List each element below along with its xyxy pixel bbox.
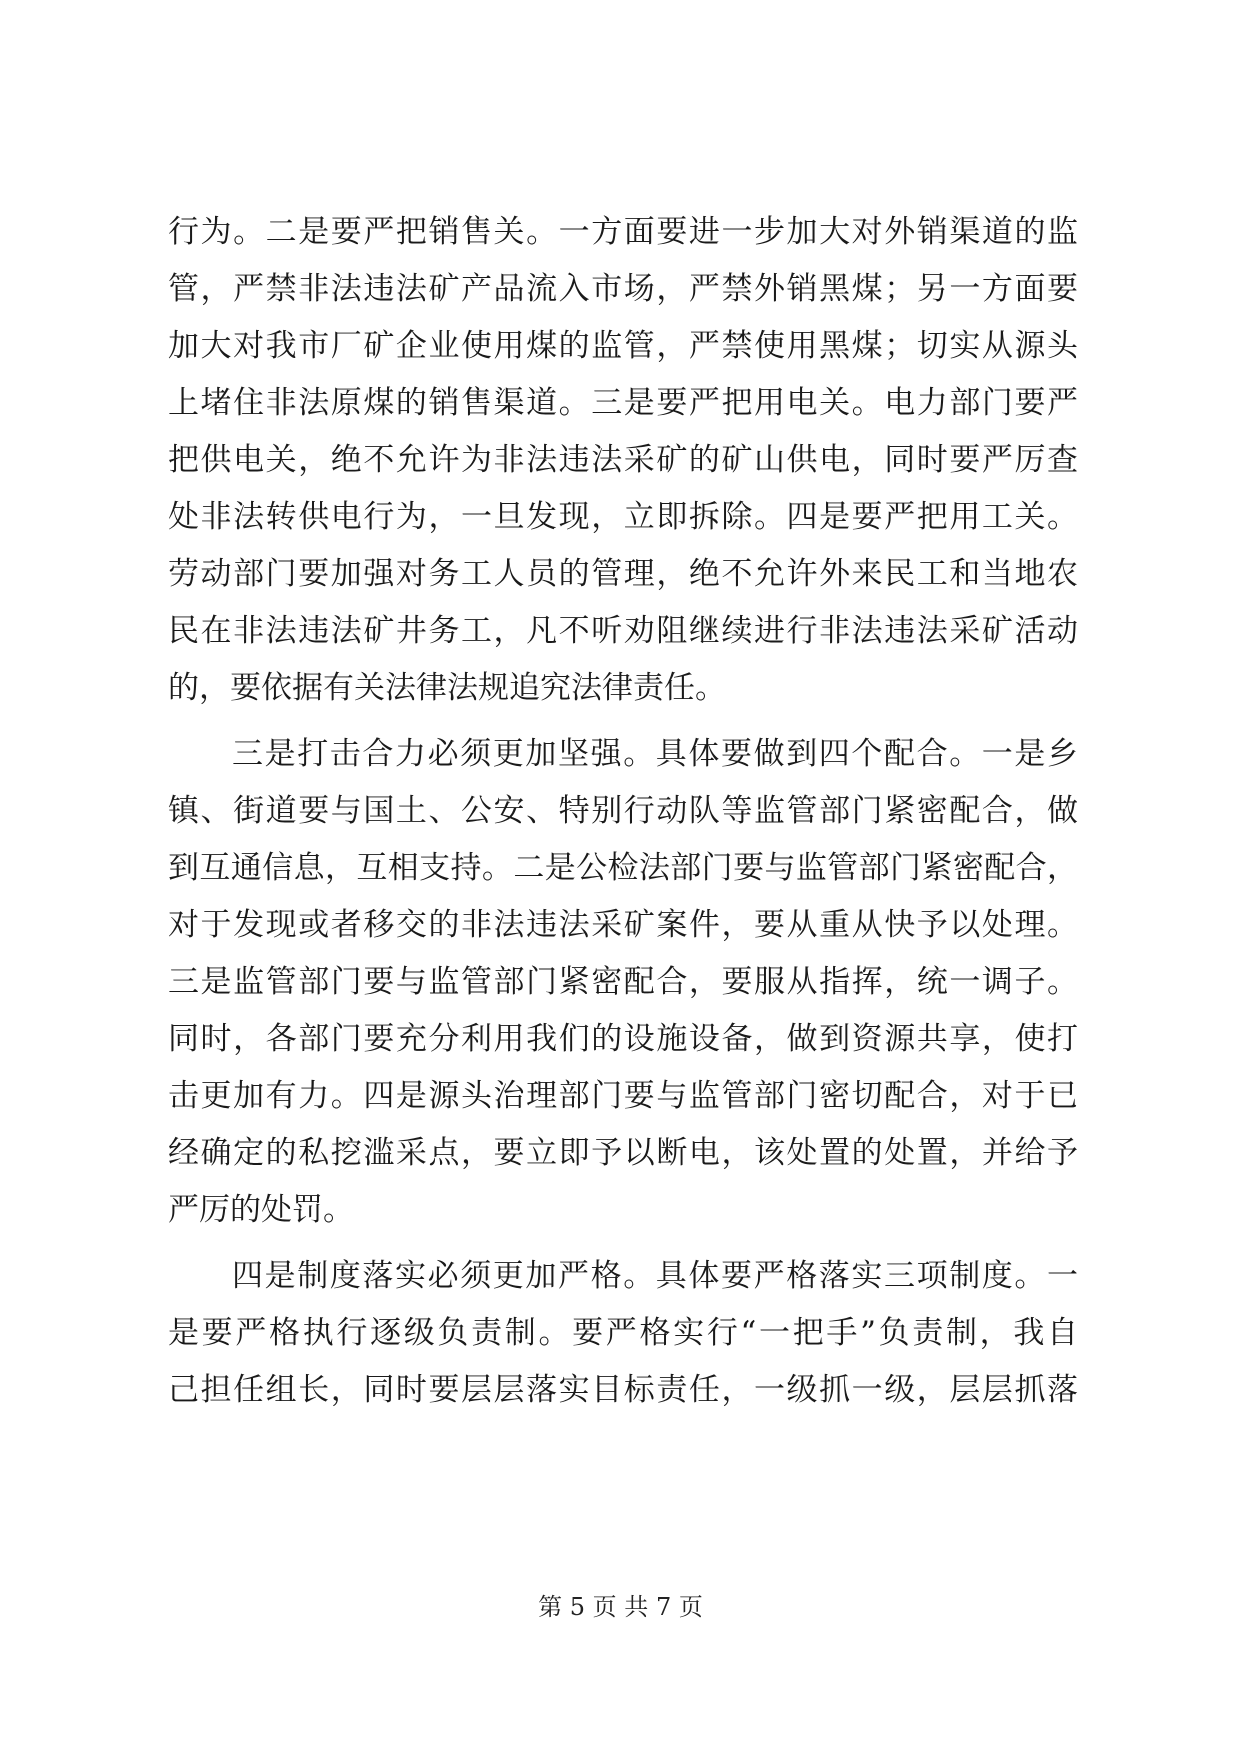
text-line: 劳动部门要加强对务工人员的管理，绝不允许外来民工和当地农 bbox=[168, 556, 1078, 592]
text-line: 严厉的处罚。 bbox=[168, 1192, 354, 1228]
text-line: 经确定的私挖滥采点，要立即予以断电，该处置的处置，并给予 bbox=[168, 1135, 1078, 1171]
text-line: 镇、街道要与国土、公安、特别行动队等监管部门紧密配合，做 bbox=[168, 793, 1078, 829]
text-line: 行为。二是要严把销售关。一方面要进一步加大对外销渠道的监 bbox=[168, 214, 1078, 250]
text-line: 民在非法违法矿井务工，凡不听劝阻继续进行非法违法采矿活动 bbox=[168, 613, 1078, 649]
text-line: 加大对我市厂矿企业使用煤的监管，严禁使用黑煤；切实从源头 bbox=[168, 328, 1078, 364]
text-line: 击更加有力。四是源头治理部门要与监管部门密切配合，对于已 bbox=[168, 1078, 1078, 1114]
page-footer: 第 5 页 共 7 页 bbox=[538, 1593, 703, 1621]
paragraph-first-line: 三是打击合力必须更加坚强。具体要做到四个配合。一是乡 bbox=[232, 736, 1078, 772]
text-line: 是要严格执行逐级负责制。要严格实行“一把手”负责制，我自 bbox=[168, 1315, 1078, 1351]
text-line: 上堵住非法原煤的销售渠道。三是要严把用电关。电力部门要严 bbox=[168, 385, 1078, 421]
paragraph-first-line: 四是制度落实必须更加严格。具体要严格落实三项制度。一 bbox=[232, 1258, 1078, 1294]
text-line: 对于发现或者移交的非法违法采矿案件，要从重从快予以处理。 bbox=[168, 907, 1078, 943]
text-line: 把供电关，绝不允许为非法违法采矿的矿山供电，同时要严厉查 bbox=[168, 442, 1078, 478]
text-line: 的，要依据有关法律法规追究法律责任。 bbox=[168, 670, 726, 706]
text-line: 三是监管部门要与监管部门紧密配合，要服从指挥，统一调子。 bbox=[168, 964, 1078, 1000]
text-line: 同时，各部门要充分利用我们的设施设备，做到资源共享，使打 bbox=[168, 1021, 1078, 1057]
text-line: 处非法转供电行为，一旦发现，立即拆除。四是要严把用工关。 bbox=[168, 499, 1078, 535]
text-line: 己担任组长，同时要层层落实目标责任，一级抓一级，层层抓落 bbox=[168, 1372, 1078, 1408]
text-line: 管，严禁非法违法矿产品流入市场，严禁外销黑煤；另一方面要 bbox=[168, 271, 1078, 307]
text-line: 到互通信息，互相支持。二是公检法部门要与监管部门紧密配合， bbox=[168, 850, 1078, 886]
